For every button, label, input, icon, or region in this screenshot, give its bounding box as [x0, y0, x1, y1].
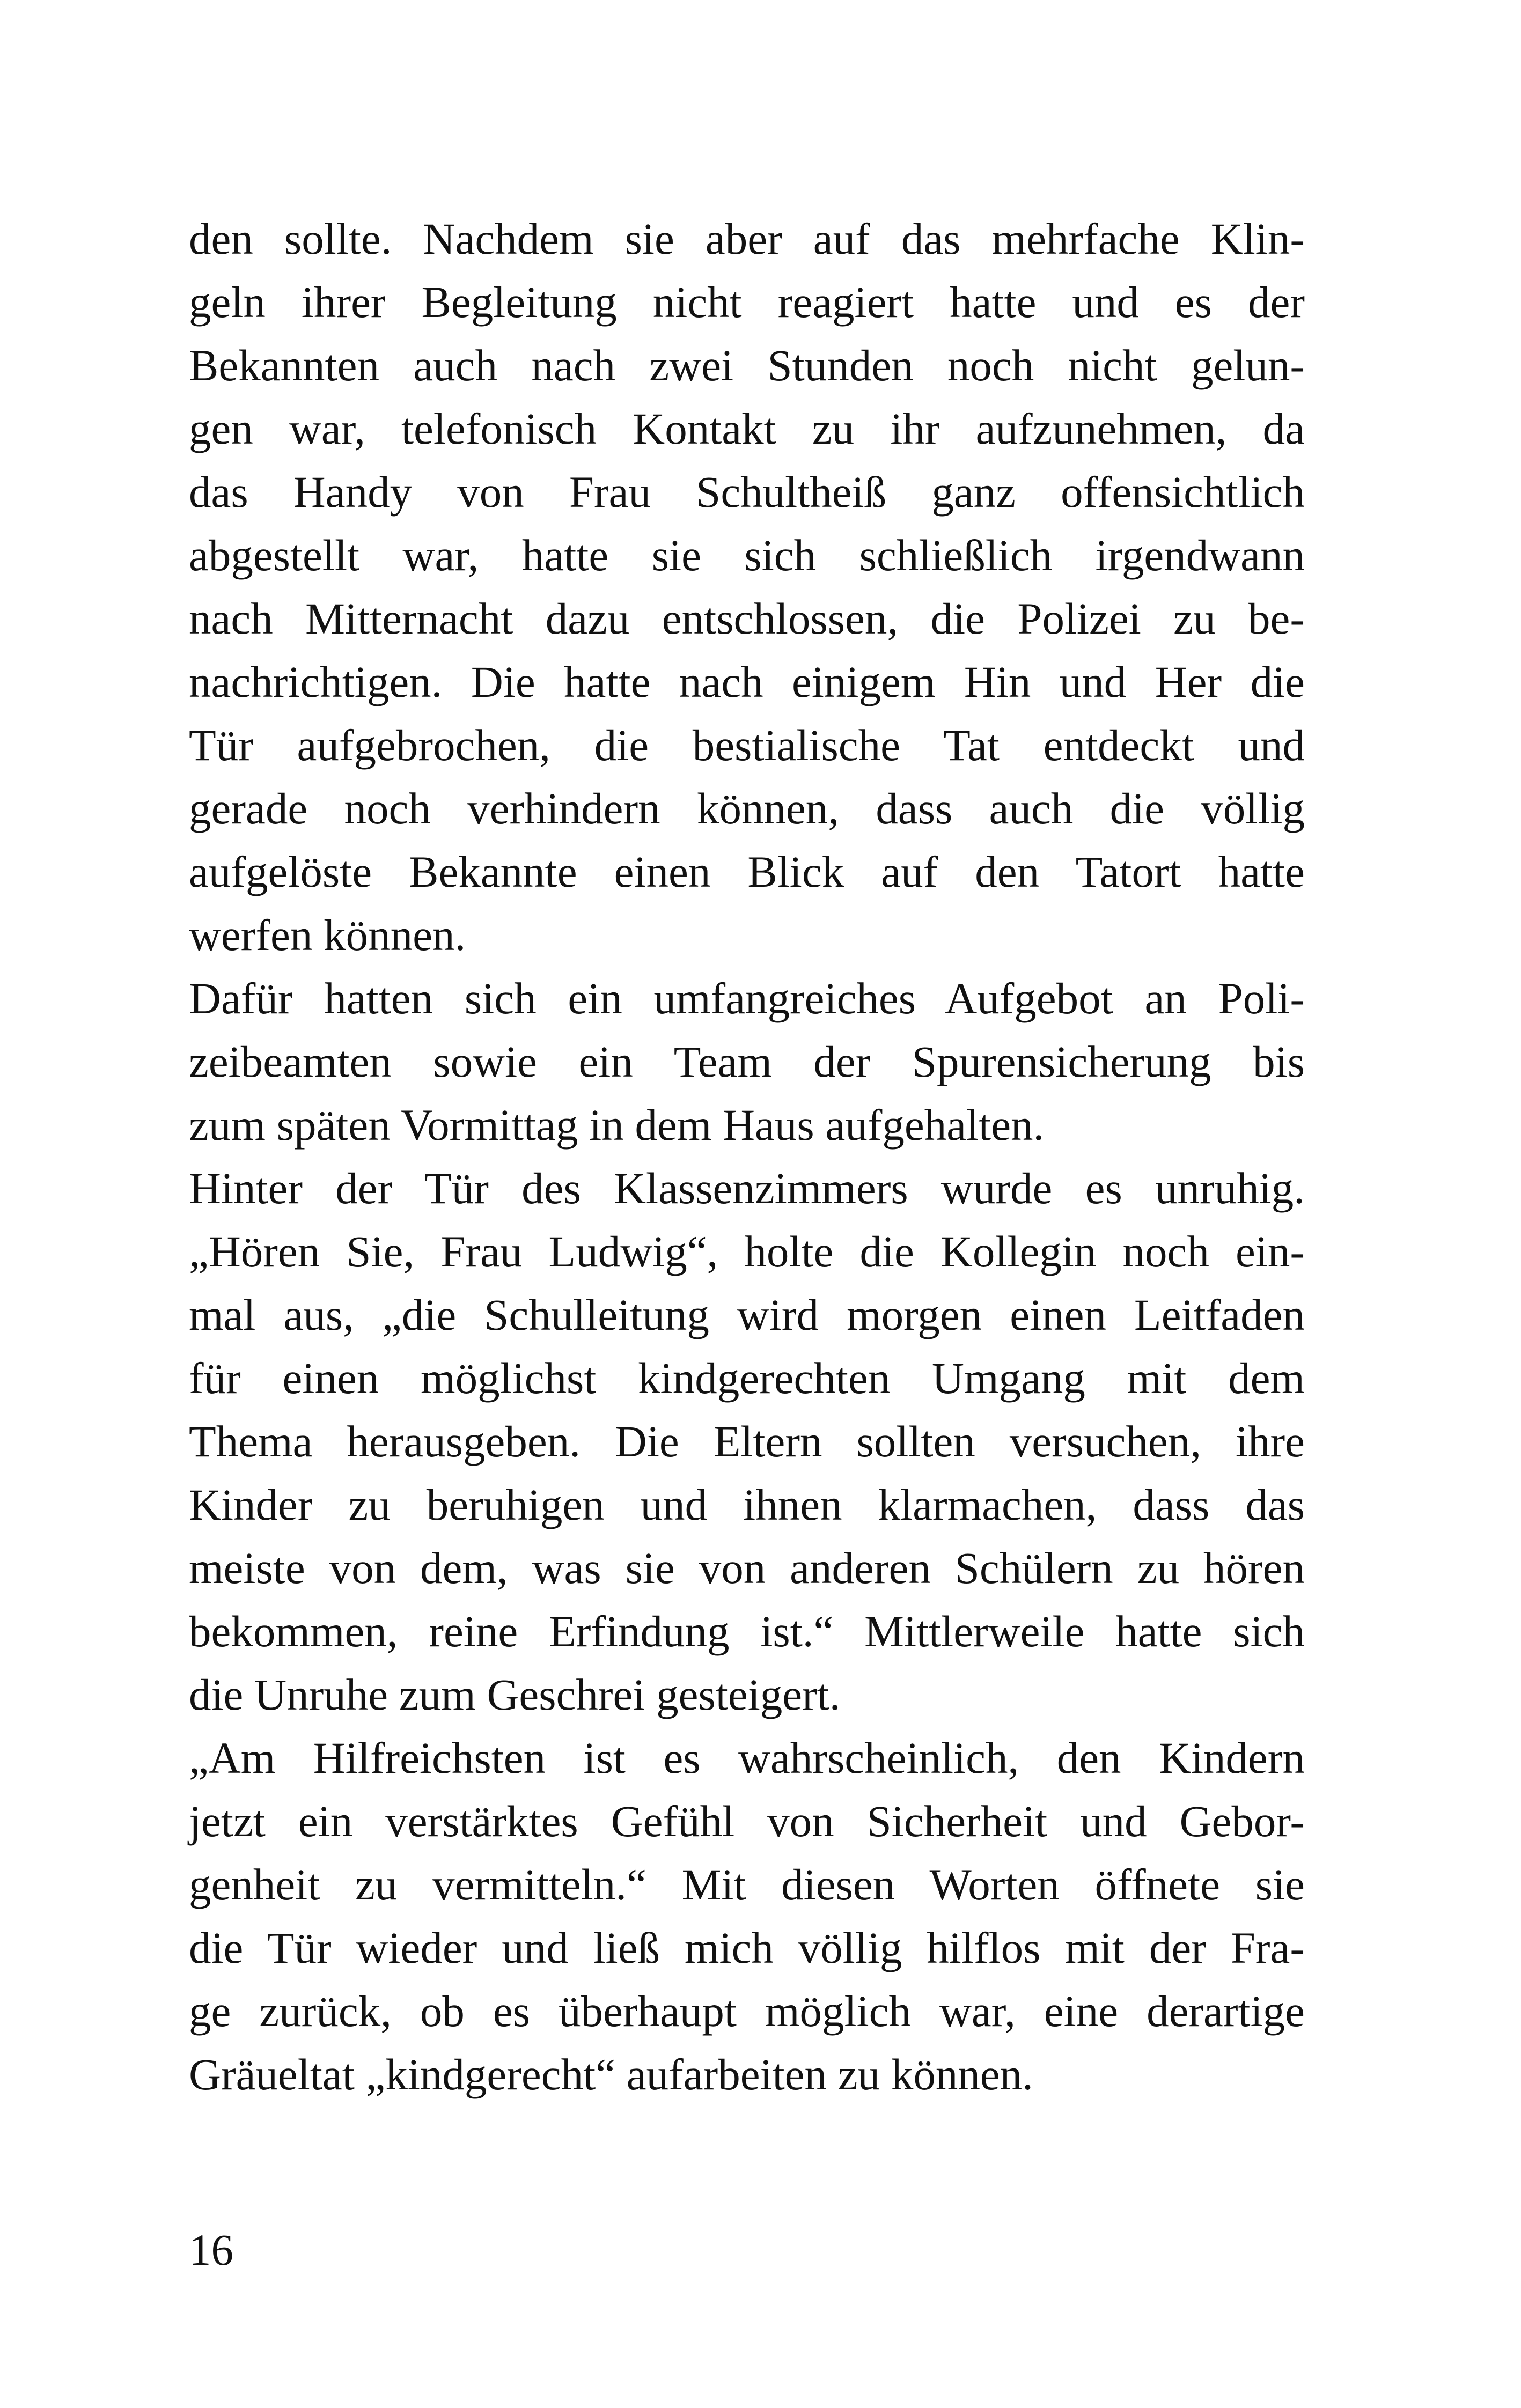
text-line: nach Mitternacht dazu entschlossen, die Polizei zu be-	[189, 594, 1305, 643]
text-line: ge zurück, ob es überhaupt möglich war, eine derartige	[189, 1986, 1305, 2036]
text-line: Kinder zu beruhigen und ihnen klarmachen, dass das	[189, 1480, 1305, 1529]
text-line: bekommen, reine Erfindung ist.“ Mittlerweile hatte sich	[189, 1607, 1305, 1656]
text-line: abgestellt war, hatte sie sich schließlich irgendwann	[189, 531, 1305, 580]
text-line: geln ihrer Begleitung nicht reagiert hatte und es der	[189, 277, 1305, 327]
text-line: meiste von dem, was sie von anderen Schülern zu hören	[189, 1543, 1305, 1593]
text-line: Hinter der Tür des Klassenzimmers wurde es unruhig.	[189, 1164, 1305, 1213]
text-line: mal aus, „die Schulleitung wird morgen einen Leitfaden	[189, 1290, 1305, 1339]
text-line: Tür aufgebrochen, die bestialische Tat entdeckt und	[189, 720, 1305, 770]
text-line: gen war, telefonisch Kontakt zu ihr aufzunehmen, da	[189, 404, 1305, 453]
text-line: genheit zu vermitteln.“ Mit diesen Worten öffnete sie	[189, 1860, 1305, 1909]
text-line: zeibeamten sowie ein Team der Spurensicherung bis	[189, 1037, 1305, 1086]
text-line: die Unruhe zum Geschrei gesteigert.	[189, 1670, 841, 1719]
text-line: Bekannten auch nach zwei Stunden noch nicht gelun-	[189, 341, 1305, 390]
text-line: werfen können.	[189, 910, 466, 960]
text-line: gerade noch verhindern können, dass auch die völlig	[189, 784, 1305, 833]
text-line: das Handy von Frau Schultheiß ganz offensichtlich	[189, 467, 1305, 517]
text-line: den sollte. Nachdem sie aber auf das mehrfache Klin-	[189, 214, 1305, 263]
text-line: jetzt ein verstärktes Gefühl von Sicherheit und Gebor-	[189, 1796, 1305, 1846]
text-line: aufgelöste Bekannte einen Blick auf den Tatort hatte	[189, 847, 1305, 896]
text-line: „Am Hilfreichsten ist es wahrscheinlich, den Kindern	[189, 1733, 1305, 1783]
body-text	[189, 207, 1305, 2106]
text-line: für einen möglichst kindgerechten Umgang mit dem	[189, 1353, 1305, 1403]
text-line: „Hören Sie, Frau Ludwig“, holte die Kollegin noch ein-	[189, 1227, 1305, 1276]
text-line: zum späten Vormittag in dem Haus aufgehalten.	[189, 1100, 1045, 1150]
text-line: nachrichtigen. Die hatte nach einigem Hin und Her die	[189, 657, 1305, 706]
text-line: Thema herausgeben. Die Eltern sollten versuchen, ihre	[189, 1417, 1305, 1466]
text-line: die Tür wieder und ließ mich völlig hilflos mit der Fra-	[189, 1923, 1305, 1972]
page-number: 16	[189, 2225, 233, 2274]
text-line: Dafür hatten sich ein umfangreiches Aufgebot an Poli-	[189, 974, 1305, 1023]
text-line: Gräueltat „kindgerecht“ aufarbeiten zu können.	[189, 2050, 1033, 2099]
